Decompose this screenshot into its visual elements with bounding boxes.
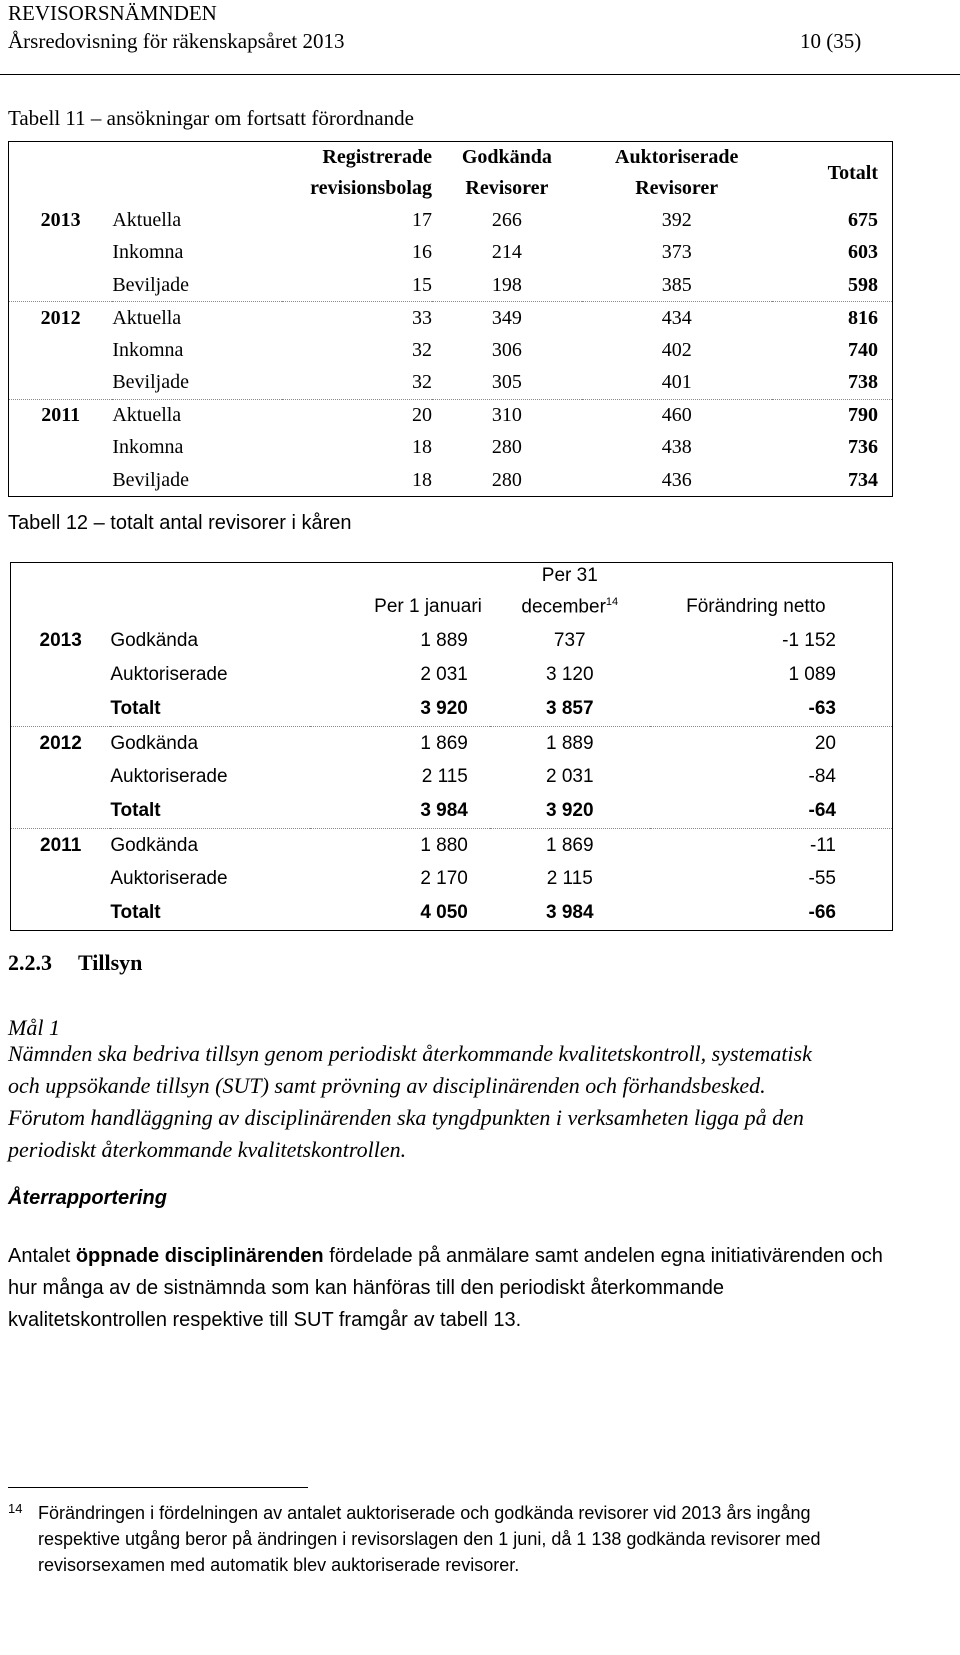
row-label: Godkända [110, 834, 199, 856]
table11-col-registrerade: Registrerade revisionsbolag [310, 146, 432, 199]
cell-forandring-netto: 20 [814, 732, 836, 754]
cell-forandring-netto: -55 [808, 868, 836, 890]
table12-col-jan: Per 1 januari [374, 596, 482, 618]
cell-per-31-december: 3 984 [546, 902, 594, 924]
cell-auktoriserade: 436 [661, 468, 692, 491]
table-row [9, 204, 893, 237]
footnote-text: Förändringen i fördelningen av antalet auktoriserade och godkända revisorer vid 2013 års ingång respektive utgång beror på ändringen i revisorslagen den 1 juni, då 1 138 godkända revisorer med revisorsexamen med automatik blev auktoriserade revisorer. [38, 1503, 821, 1575]
cell-per-1-januari: 3 920 [310, 692, 490, 726]
cell-per-1-januari: 2 115 [421, 766, 468, 788]
table-row [9, 367, 893, 400]
cell-godkanda: 280 [491, 468, 522, 491]
table-row [11, 828, 893, 862]
table-row [9, 302, 893, 335]
table-row [11, 794, 893, 828]
footnote-rule [8, 1487, 308, 1488]
row-label: Aktuella [112, 208, 182, 231]
report-heading: Återrapportering [8, 1187, 167, 1209]
row-year [9, 464, 113, 497]
row-label: Godkända [110, 732, 199, 754]
cell-per-31-december: 737 [553, 630, 586, 652]
table12 [10, 562, 893, 931]
row-label: Inkomna [112, 338, 184, 361]
cell-forandring-netto: 1 089 [788, 664, 836, 686]
row-label: Auktoriserade [110, 766, 228, 788]
cell-totalt: 816 [848, 306, 878, 329]
cell-per-1-januari: 1 880 [420, 834, 468, 856]
cell-totalt: 740 [848, 338, 878, 361]
table-row [11, 624, 893, 658]
cell-godkanda: 198 [432, 269, 582, 302]
cell-per-1-januari: 3 984 [310, 794, 490, 828]
row-year [11, 862, 111, 896]
table11 [8, 141, 893, 497]
cell-registrerade: 18 [411, 468, 432, 491]
cell-per-1-januari: 1 889 [420, 630, 468, 652]
cell-per-31-december: 1 889 [546, 732, 594, 754]
table-row [9, 334, 893, 367]
table11-col-totalt: Totalt [827, 161, 878, 184]
row-label: Beviljade [112, 367, 282, 400]
cell-auktoriserade: 402 [661, 338, 692, 361]
row-year [9, 432, 113, 465]
row-label: Totalt [110, 902, 161, 924]
row-year [11, 760, 111, 794]
goal-heading: Mål 1 [8, 1015, 60, 1040]
row-label: Aktuella [112, 306, 182, 329]
row-year: 2013 [40, 208, 81, 231]
cell-totalt: 675 [848, 208, 878, 231]
cell-forandring-netto: -84 [808, 766, 836, 788]
cell-registrerade: 32 [282, 367, 432, 400]
row-year [11, 794, 111, 828]
row-year: 2011 [41, 404, 81, 426]
row-year: 2012 [40, 306, 81, 329]
row-label: Auktoriserade [110, 868, 228, 890]
report-paragraph: Antalet öppnade disciplinärenden fördelade på anmälare samt andelen egna initiativärenden och hur många av de sistnämnda som kan hänföras till den periodiskt återkommande kvalitetskontrollen respektive till SUT framgår av tabell 13. [8, 1245, 883, 1331]
cell-per-1-januari: 4 050 [420, 902, 468, 924]
cell-totalt: 598 [772, 269, 893, 302]
cell-per-1-januari: 2 031 [420, 664, 468, 686]
cell-auktoriserade: 385 [582, 269, 772, 302]
header-doc-title: Årsredovisning för räkenskapsåret 2013 [8, 29, 345, 53]
cell-per-31-december: 1 869 [546, 834, 594, 856]
row-label: Totalt [110, 794, 310, 828]
cell-registrerade: 17 [411, 208, 432, 231]
goal-paragraph: Nämnden ska bedriva tillsyn genom periodiskt återkommande kvalitetskontroll, systematisk och uppsökande tillsyn (SUT) samt prövning av disciplinärenden och förhandsbesked. Förutom handläggning av disciplinärenden ska tyngdpunkten i verksamheten ligga på den periodiskt återkommande kvalitetskontrollen. [8, 1041, 812, 1162]
cell-per-31-december: 2 115 [546, 868, 593, 890]
row-year [11, 896, 111, 930]
cell-godkanda: 214 [491, 241, 522, 264]
cell-auktoriserade: 373 [661, 241, 692, 264]
cell-godkanda: 266 [491, 208, 522, 231]
cell-per-1-januari: 2 170 [420, 868, 468, 890]
cell-totalt: 738 [772, 367, 893, 400]
table-row [9, 237, 893, 270]
row-label: Inkomna [112, 436, 184, 459]
cell-per-31-december: 3 857 [490, 692, 650, 726]
row-year [9, 367, 113, 400]
row-year [9, 237, 113, 270]
row-label: Godkända [110, 630, 199, 652]
footnote-number: 14 [8, 1501, 23, 1516]
cell-registrerade: 20 [411, 404, 432, 426]
cell-per-31-december: 3 920 [490, 794, 650, 828]
cell-forandring-netto: -11 [809, 834, 836, 856]
header-rule [0, 74, 960, 75]
table11-header-row [9, 142, 893, 205]
cell-auktoriserade: 434 [661, 306, 692, 329]
cell-forandring-netto: -66 [808, 902, 836, 924]
cell-auktoriserade: 438 [661, 436, 692, 459]
header-page-number: 10 (35) [800, 29, 862, 53]
cell-per-31-december: 2 031 [546, 766, 594, 788]
section-heading [8, 950, 142, 976]
cell-registrerade: 15 [282, 269, 432, 302]
row-year [9, 334, 113, 367]
table-row [11, 896, 893, 930]
table-row [11, 692, 893, 726]
table-row [9, 432, 893, 465]
cell-auktoriserade: 401 [582, 367, 772, 400]
cell-per-1-januari: 1 869 [420, 732, 468, 754]
row-year: 2011 [40, 834, 82, 856]
cell-totalt: 790 [848, 404, 878, 426]
cell-godkanda: 280 [491, 436, 522, 459]
cell-godkanda: 349 [491, 306, 522, 329]
row-label: Aktuella [112, 404, 182, 426]
table-row [9, 399, 893, 432]
row-label: Inkomna [112, 241, 184, 264]
table11-caption: Tabell 11 – ansökningar om fortsatt förordnande [8, 106, 414, 130]
row-label: Beviljade [112, 269, 282, 302]
cell-forandring-netto: -63 [650, 692, 893, 726]
table11-col-auktoriserade: Auktoriserade Revisorer [615, 146, 739, 199]
cell-godkanda: 305 [432, 367, 582, 400]
cell-godkanda: 306 [491, 338, 522, 361]
table-row [11, 862, 893, 896]
section-number: 2.2.3 [8, 950, 52, 975]
row-label: Beviljade [112, 468, 189, 491]
table12-col-net: Förändring netto [686, 596, 826, 618]
section-title: Tillsyn [78, 950, 143, 975]
cell-totalt: 736 [848, 436, 878, 459]
cell-auktoriserade: 460 [661, 404, 692, 426]
cell-forandring-netto: -1 152 [782, 630, 836, 652]
row-year: 2012 [39, 732, 82, 754]
table-row [9, 269, 893, 302]
cell-totalt: 734 [848, 468, 878, 491]
table12-caption: Tabell 12 – totalt antal revisorer i kåren [8, 512, 352, 534]
row-year [11, 692, 111, 726]
cell-registrerade: 32 [411, 338, 432, 361]
cell-godkanda: 310 [491, 404, 522, 426]
cell-registrerade: 18 [411, 436, 432, 459]
table12-col-dec: Per 31 december$^{14}$ [521, 565, 619, 618]
table11-col-godkanda: Godkända Revisorer [461, 146, 552, 199]
row-year [11, 658, 111, 692]
cell-totalt: 603 [848, 241, 878, 264]
cell-registrerade: 33 [411, 306, 432, 329]
cell-per-31-december: 3 120 [546, 664, 594, 686]
row-year [9, 269, 113, 302]
table-row [11, 760, 893, 794]
table-row [11, 726, 893, 760]
table-row [11, 658, 893, 692]
cell-auktoriserade: 392 [661, 208, 692, 231]
cell-registrerade: 16 [411, 241, 432, 264]
row-year: 2013 [39, 630, 82, 652]
table-row [9, 464, 893, 497]
header-org: REVISORSNÄMNDEN [8, 1, 217, 25]
row-label: Totalt [110, 692, 310, 726]
cell-forandring-netto: -64 [650, 794, 893, 828]
table12-header-row [11, 563, 893, 625]
row-label: Auktoriserade [110, 664, 228, 686]
